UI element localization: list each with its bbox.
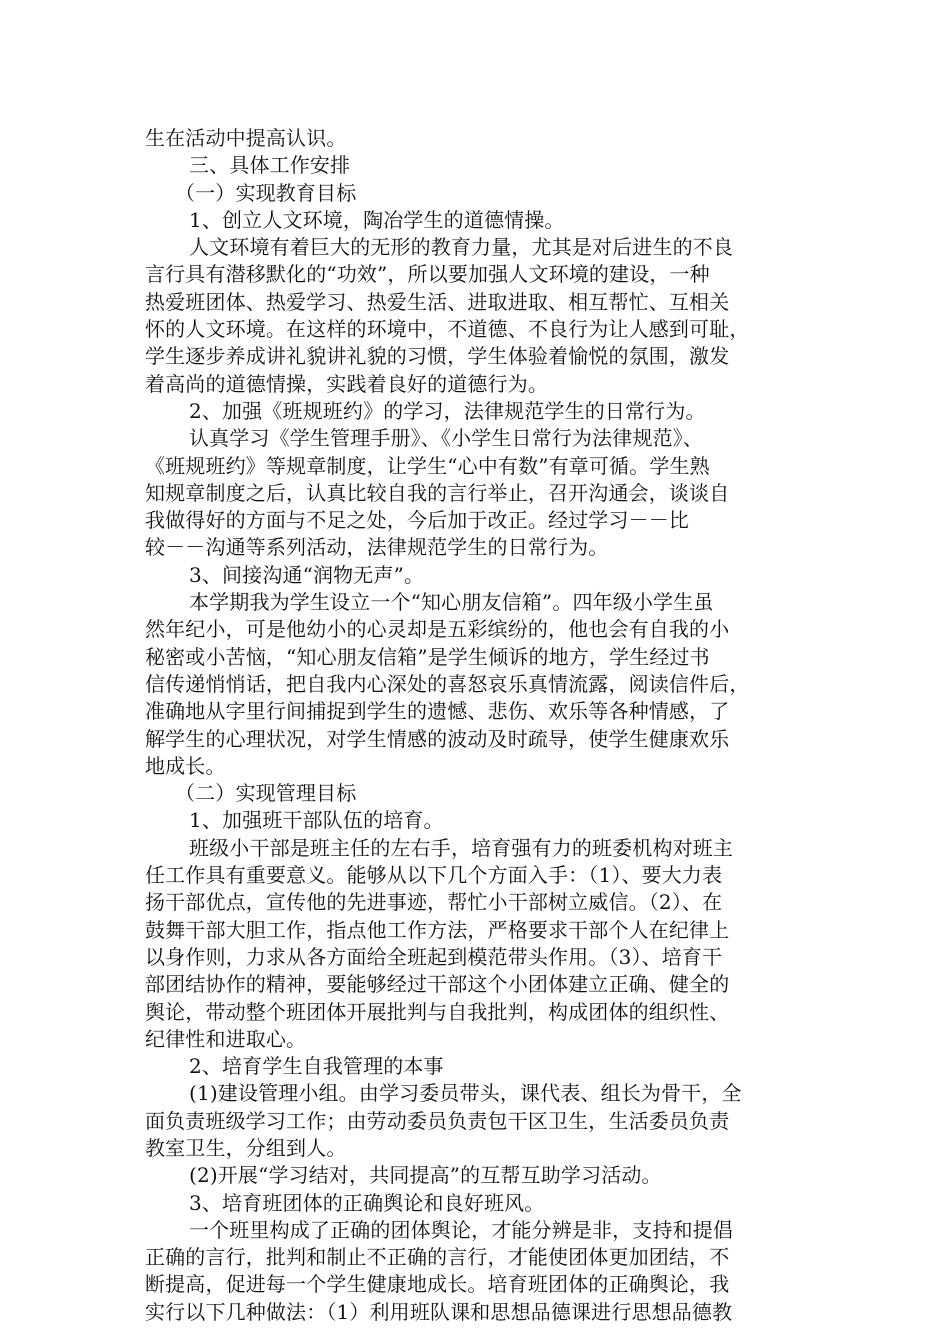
text-line: 正确的言行，批判和制止不正确的言行，才能使团体更加团结，不 [145, 1245, 730, 1270]
text-line: （一）实现教育目标 [175, 180, 357, 205]
text-line: 教室卫生，分组到人。 [145, 1135, 347, 1160]
text-line: 人文环境有着巨大的无形的教育力量，尤其是对后进生的不良 [189, 235, 734, 260]
text-line: 一个班里构成了正确的团体舆论，才能分辨是非，支持和提倡 [189, 1217, 734, 1242]
text-line: 言行具有潜移默化的“功效”，所以要加强人文环境的建设，一种 [145, 262, 710, 287]
text-line: 解学生的心理状况，对学生情感的波动及时疏导，使学生健康欢乐 [145, 726, 730, 751]
text-line: 《班规班约》等规章制度，让学生“心中有数”有章可循。学生熟 [145, 453, 710, 478]
text-line: 3、培育班团体的正确舆论和良好班风。 [189, 1190, 545, 1215]
text-line: 部团结协作的精神，要能够经过干部这个小团体建立正确、健全的 [145, 972, 730, 997]
text-line: 1、加强班干部队伍的培育。 [189, 808, 444, 833]
text-line: (2)开展“学习结对，共同提高”的互帮互助学习活动。 [189, 1163, 662, 1188]
text-line: 秘密或小苦恼，“知心朋友信箱”是学生倾诉的地方，学生经过书 [145, 644, 710, 669]
text-line: (1)建设管理小组。由学习委员带头，课代表、组长为骨干，全 [189, 1081, 742, 1106]
text-line: （二）实现管理目标 [175, 781, 357, 806]
text-line: 认真学习《学生管理手册》、《小学生日常行为法律规范》、 [189, 426, 704, 451]
text-line: 2、加强《班规班约》的学习，法律规范学生的日常行为。 [189, 398, 706, 423]
text-line: 舆论，带动整个班团体开展批判与自我批判，构成团体的组织性、 [145, 999, 730, 1024]
text-line: 面负责班级学习工作；由劳动委员负责包干区卫生，生活委员负责 [145, 1108, 730, 1133]
text-line: 本学期我为学生设立一个“知心朋友信箱”。四年级小学生虽 [189, 590, 714, 615]
text-line: 学生逐步养成讲礼貌讲礼貌的习惯，学生体验着愉悦的氛围，激发 [145, 344, 730, 369]
text-line: 怀的人文环境。在这样的环境中，不道德、不良行为让人感到可耻， [145, 317, 750, 342]
text-line: 任工作具有重要意义。能够从以下几个方面入手：（1）、要大力表 [145, 863, 723, 888]
text-line: 生在活动中提高认识。 [145, 126, 347, 150]
text-line: 地成长。 [145, 753, 226, 778]
text-line: 班级小干部是班主任的左右手，培育强有力的班委机构对班主 [189, 835, 734, 860]
text-line: 2、培育学生自我管理的本事 [189, 1054, 444, 1079]
text-line: 热爱班团体、热爱学习、热爱生活、进取进取、相互帮忙、互相关 [145, 289, 730, 314]
text-line: 3、间接沟通“润物无声”。 [189, 562, 425, 587]
text-line: 较－－沟通等系列活动，法律规范学生的日常行为。 [145, 535, 609, 560]
text-line: 以身作则，力求从各方面给全班起到模范带头作用。（3）、培育干 [145, 944, 723, 969]
text-line: 信传递悄悄话，把自我内心深处的喜怒哀乐真情流露，阅读信件后， [145, 671, 750, 696]
text-line: 知规章制度之后，认真比较自我的言行举止，召开沟通会，谈谈自 [145, 480, 730, 505]
text-line: 实行以下几种做法：（1）利用班队课和思想品德课进行思想品德教 [145, 1299, 733, 1324]
text-line: 着高尚的道德情操，实践着良好的道德行为。 [145, 371, 548, 396]
text-line: 扬干部优点，宣传他的先进事迹，帮忙小干部树立威信。（2）、在 [145, 890, 723, 915]
text-line: 我做得好的方面与不足之处，今后加于改正。经过学习－－比 [145, 508, 690, 533]
text-line: 纪律性和进取心。 [145, 1026, 307, 1051]
text-line: 准确地从字里行间捕捉到学生的遗憾、悲伤、欢乐等各种情感，了 [145, 699, 730, 724]
text-line: 三、具体工作安排 [189, 153, 351, 178]
text-line: 然年纪小，可是他幼小的心灵却是五彩缤纷的，他也会有自我的小 [145, 617, 730, 642]
text-line: 断提高，促进每一个学生健康地成长。培育班团体的正确舆论，我 [145, 1272, 730, 1297]
text-line: 1、创立人文环境，陶冶学生的道德情操。 [189, 207, 565, 232]
text-line: 鼓舞干部大胆工作，指点他工作方法，严格要求干部个人在纪律上 [145, 917, 730, 942]
document-body [145, 125, 810, 1326]
